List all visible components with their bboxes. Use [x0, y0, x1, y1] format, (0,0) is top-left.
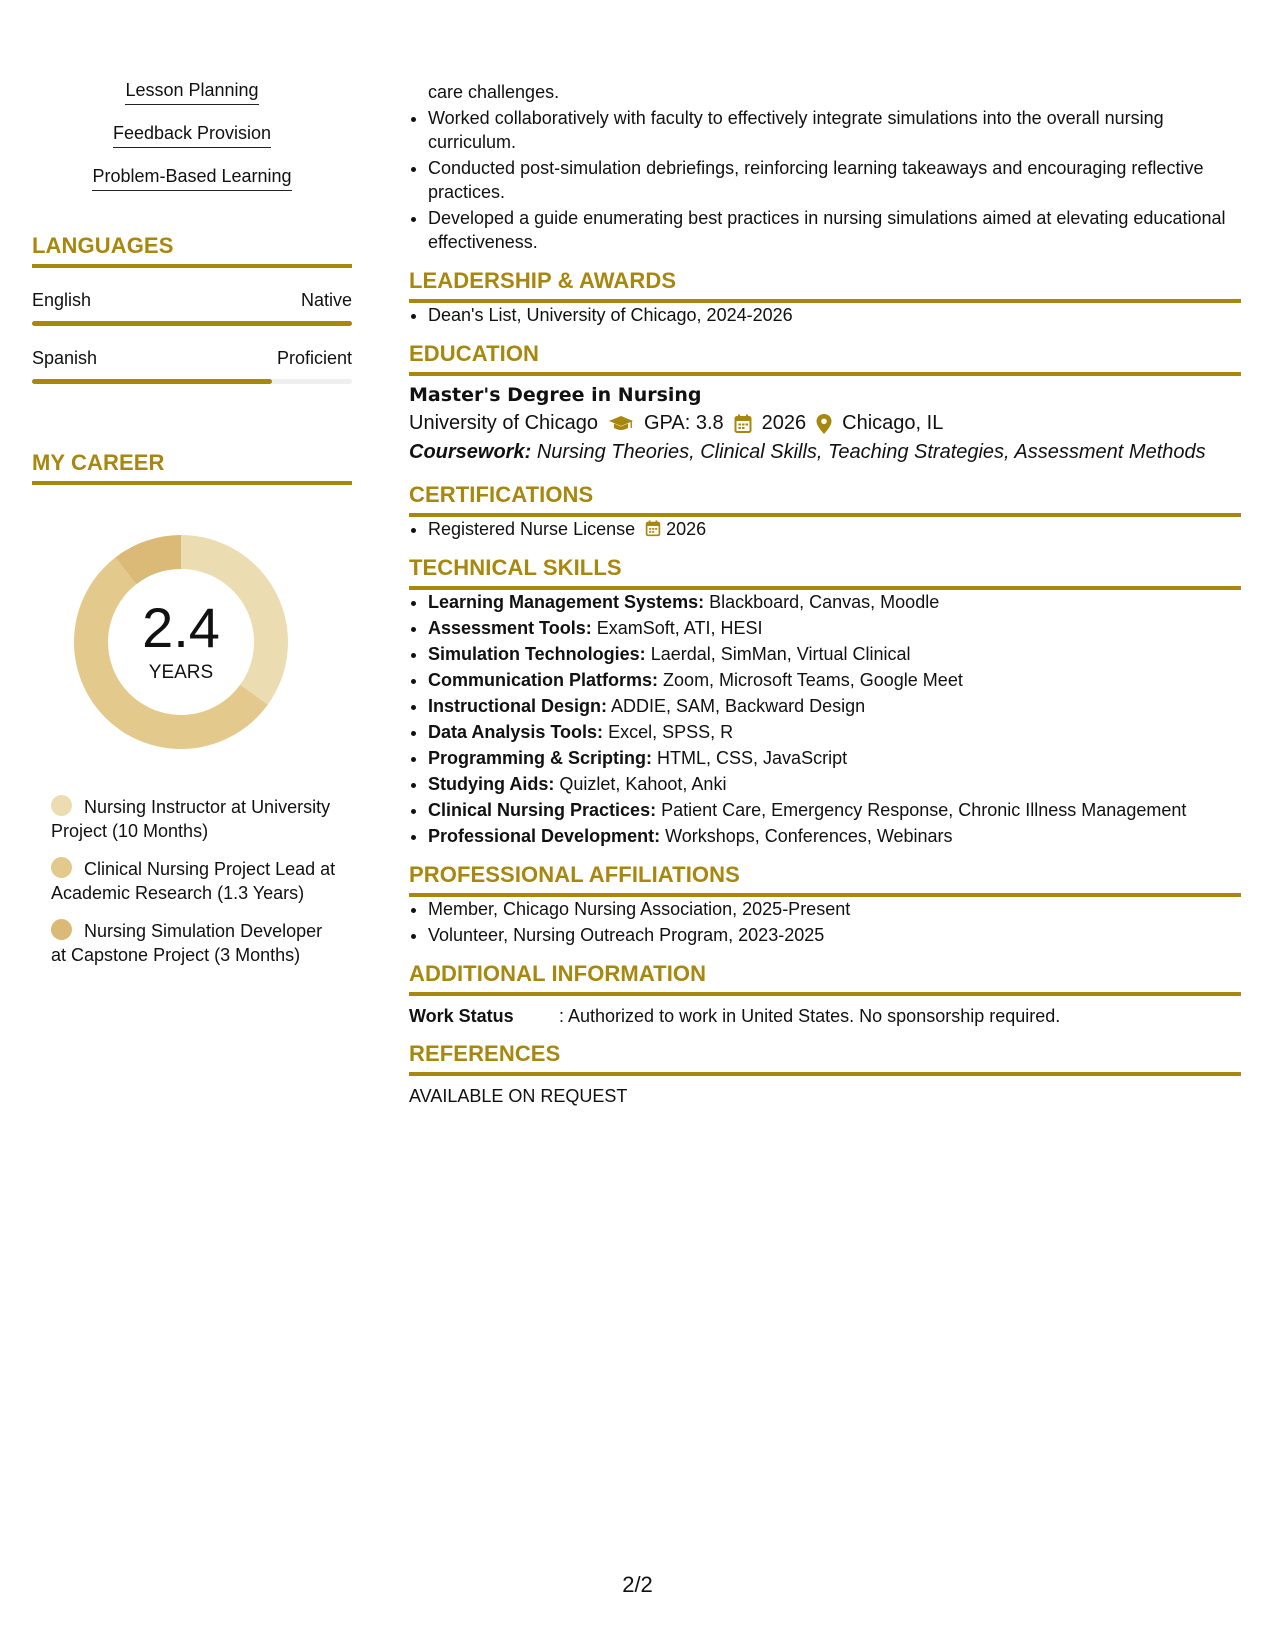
list-item: [428, 517, 1241, 541]
legend-item: Nursing Simulation Developer at Capstone Project (3 Months): [51, 921, 323, 965]
language-bar-fill: [32, 321, 352, 326]
career-legend: [51, 795, 341, 967]
section-heading: TECHNICAL SKILLS: [409, 555, 1241, 590]
calendar-icon: [645, 520, 661, 537]
language-level: Native: [300, 290, 352, 310]
list-item: • Programming & Scripting: HTML, CSS, JavaScript: [428, 746, 1241, 770]
degree-title: Master's Degree in Nursing: [409, 384, 702, 406]
right-column: [409, 80, 1241, 1107]
language-name: Spanish: [32, 348, 98, 368]
section-heading: LEADERSHIP & AWARDS: [409, 268, 1241, 303]
education-section: [409, 341, 1241, 464]
career-heading: MY CAREER: [32, 450, 352, 485]
certification-year: 2026: [666, 519, 707, 539]
section-heading: ADDITIONAL INFORMATION: [409, 961, 1241, 996]
language-bar: [32, 321, 352, 326]
experience-continued: [409, 80, 1241, 254]
certification-name: Registered Nurse License: [428, 519, 636, 539]
location-pin-icon: [816, 414, 832, 434]
language-level: Proficient: [276, 348, 352, 368]
technical-skills-section: [409, 555, 1241, 848]
school-name: University of Chicago: [409, 412, 598, 434]
language-name: English: [32, 290, 92, 310]
list-item: • Conducted post-simulation debriefings, reinforcing learning takeaways and encouraging reflective practices.: [428, 156, 1241, 204]
graduation-cap-icon: [608, 414, 634, 434]
section-heading: CERTIFICATIONS: [409, 482, 1241, 517]
legend-item: Nursing Instructor at University Project (10 Months): [51, 797, 331, 841]
list-item: • Simulation Technologies: Laerdal, SimMan, Virtual Clinical: [428, 642, 1241, 666]
calendar-icon: [734, 414, 752, 434]
work-status: [409, 1006, 1241, 1027]
legend-dot: [51, 857, 72, 878]
school-location: Chicago, IL: [842, 412, 944, 434]
list-item: • Professional Development: Workshops, Conferences, Webinars: [428, 824, 1241, 848]
language-item: [32, 290, 352, 326]
coursework-list: Nursing Theories, Clinical Skills, Teaching Strategies, Assessment Methods: [536, 441, 1206, 463]
skill-tag: Feedback Provision: [32, 123, 352, 148]
list-item: • Data Analysis Tools: Excel, SPSS, R: [428, 720, 1241, 744]
list-item: • Developed a guide enumerating best practices in nursing simulations aimed at elevating educational effectiveness.: [428, 206, 1241, 254]
list-item: • Communication Platforms: Zoom, Microsoft Teams, Google Meet: [428, 668, 1241, 692]
career-unit: YEARS: [148, 662, 214, 683]
career-total: 2.4: [142, 596, 220, 659]
left-column: [32, 80, 352, 981]
graduation-year: 2026: [761, 412, 807, 434]
gpa: GPA: 3.8: [643, 412, 724, 434]
page-number: 2/2: [622, 1572, 653, 1597]
list-item: • Dean's List, University of Chicago, 2024-2026: [428, 303, 1241, 327]
work-status-label: Work Status: [409, 1006, 514, 1026]
list-item: • Member, Chicago Nursing Association, 2025-Present: [428, 897, 1241, 921]
skill-tag: Problem-Based Learning: [32, 166, 352, 191]
list-item: • Assessment Tools: ExamSoft, ATI, HESI: [428, 616, 1241, 640]
coursework: [409, 441, 1241, 464]
section-heading: REFERENCES: [409, 1041, 1241, 1076]
list-item: • Learning Management Systems: Blackboard, Canvas, Moodle: [428, 590, 1241, 614]
coursework-label: Coursework:: [409, 441, 532, 463]
list-item: • Clinical Nursing Practices: Patient Care, Emergency Response, Chronic Illness Management: [428, 798, 1241, 822]
education-meta: [409, 412, 1241, 435]
legend-item: Clinical Nursing Project Lead at Academic Research (1.3 Years): [51, 859, 336, 903]
language-bar: [32, 379, 352, 384]
career-section: [32, 450, 352, 967]
work-status-value: : Authorized to work in United States. No sponsorship required.: [559, 1006, 1061, 1026]
list-item: • Worked collaboratively with faculty to effectively integrate simulations into the overall nursing curriculum.: [428, 106, 1241, 154]
section-heading: EDUCATION: [409, 341, 1241, 376]
legend-dot: [51, 919, 72, 940]
legend-dot: [51, 795, 72, 816]
languages-heading: LANGUAGES: [32, 233, 352, 268]
skill-tag: Lesson Planning: [32, 80, 352, 105]
certifications-section: [409, 482, 1241, 541]
list-item: • Instructional Design: ADDIE, SAM, Backward Design: [428, 694, 1241, 718]
list-item: • Volunteer, Nursing Outreach Program, 2023-2025: [428, 923, 1241, 947]
leadership-section: [409, 268, 1241, 327]
section-heading: PROFESSIONAL AFFILIATIONS: [409, 862, 1241, 897]
references-section: [409, 1041, 1241, 1107]
language-bar-fill: [32, 379, 272, 384]
list-item: • Studying Aids: Quizlet, Kahoot, Anki: [428, 772, 1241, 796]
languages-section: [32, 233, 352, 384]
language-item: [32, 348, 352, 384]
references-text: AVAILABLE ON REQUEST: [409, 1086, 628, 1106]
career-donut: [66, 527, 296, 757]
additional-info-section: [409, 961, 1241, 1027]
affiliations-section: [409, 862, 1241, 947]
bullet-continuation: care challenges.: [428, 82, 560, 102]
